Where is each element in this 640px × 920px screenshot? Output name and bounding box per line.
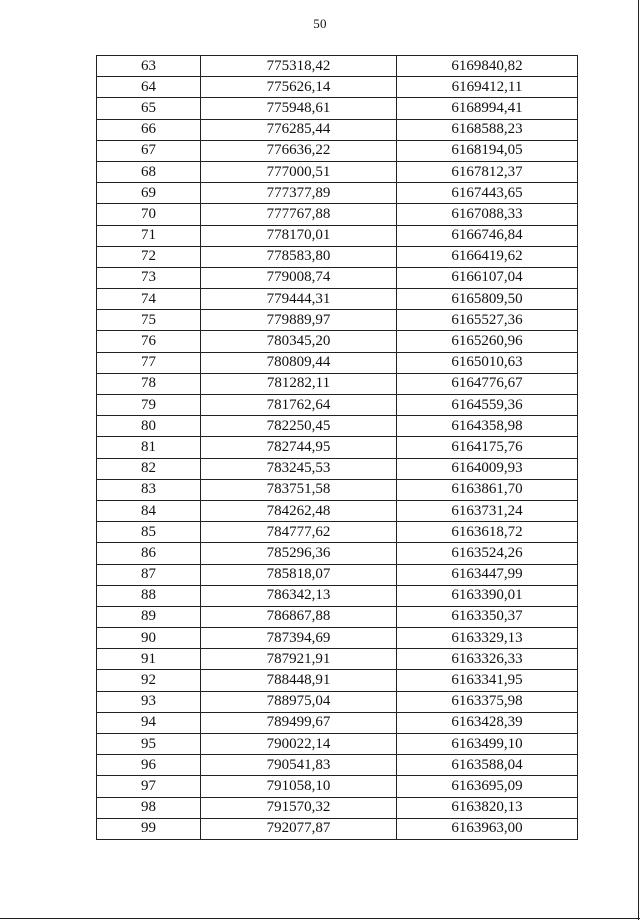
table-row (97, 458, 578, 479)
y-coordinate-cell: 6164776,67 (397, 373, 578, 394)
point-number-cell: 98 (97, 797, 201, 818)
y-coordinate-cell: 6167088,33 (397, 204, 578, 225)
x-coordinate-cell: 779008,74 (201, 267, 397, 288)
table-row (97, 119, 578, 140)
y-coordinate-cell: 6163350,37 (397, 606, 578, 627)
point-number-cell: 91 (97, 649, 201, 670)
table-row (97, 204, 578, 225)
x-coordinate-cell: 782744,95 (201, 437, 397, 458)
point-number-cell: 99 (97, 818, 201, 839)
table-row (97, 352, 578, 373)
point-number-cell: 81 (97, 437, 201, 458)
table-row (97, 755, 578, 776)
y-coordinate-cell: 6163731,24 (397, 500, 578, 521)
table-row (97, 56, 578, 77)
x-coordinate-cell: 778170,01 (201, 225, 397, 246)
x-coordinate-cell: 785296,36 (201, 543, 397, 564)
point-number-cell: 70 (97, 204, 201, 225)
point-number-cell: 67 (97, 140, 201, 161)
page-number: 50 (313, 16, 327, 31)
y-coordinate-cell: 6164559,36 (397, 395, 578, 416)
x-coordinate-cell: 777767,88 (201, 204, 397, 225)
point-number-cell: 75 (97, 310, 201, 331)
point-number-cell: 86 (97, 543, 201, 564)
x-coordinate-cell: 791058,10 (201, 776, 397, 797)
point-number-cell: 80 (97, 416, 201, 437)
table-row (97, 500, 578, 521)
point-number-cell: 92 (97, 670, 201, 691)
table-row (97, 585, 578, 606)
y-coordinate-cell: 6163524,26 (397, 543, 578, 564)
table-row (97, 543, 578, 564)
point-number-cell: 66 (97, 119, 201, 140)
point-number-cell: 89 (97, 606, 201, 627)
table-row (97, 246, 578, 267)
x-coordinate-cell: 786867,88 (201, 606, 397, 627)
table-row (97, 606, 578, 627)
y-coordinate-cell: 6164358,98 (397, 416, 578, 437)
point-number-cell: 83 (97, 479, 201, 500)
y-coordinate-cell: 6163618,72 (397, 522, 578, 543)
table-row (97, 161, 578, 182)
table-row (97, 818, 578, 839)
table-row (97, 77, 578, 98)
x-coordinate-cell: 777377,89 (201, 183, 397, 204)
point-number-cell: 76 (97, 331, 201, 352)
x-coordinate-cell: 787394,69 (201, 628, 397, 649)
x-coordinate-cell: 786342,13 (201, 585, 397, 606)
y-coordinate-cell: 6163861,70 (397, 479, 578, 500)
table-row (97, 267, 578, 288)
x-coordinate-cell: 777000,51 (201, 161, 397, 182)
y-coordinate-cell: 6163447,99 (397, 564, 578, 585)
x-coordinate-cell: 781762,64 (201, 395, 397, 416)
point-number-cell: 64 (97, 77, 201, 98)
x-coordinate-cell: 784262,48 (201, 500, 397, 521)
table-row (97, 670, 578, 691)
x-coordinate-cell: 791570,32 (201, 797, 397, 818)
y-coordinate-cell: 6163390,01 (397, 585, 578, 606)
x-coordinate-cell: 783245,53 (201, 458, 397, 479)
y-coordinate-cell: 6166107,04 (397, 267, 578, 288)
x-coordinate-cell: 788975,04 (201, 691, 397, 712)
table-row (97, 140, 578, 161)
y-coordinate-cell: 6168588,23 (397, 119, 578, 140)
y-coordinate-cell: 6163499,10 (397, 734, 578, 755)
y-coordinate-cell: 6167812,37 (397, 161, 578, 182)
point-number-cell: 94 (97, 712, 201, 733)
point-number-cell: 78 (97, 373, 201, 394)
point-number-cell: 77 (97, 352, 201, 373)
y-coordinate-cell: 6163428,39 (397, 712, 578, 733)
table-row (97, 437, 578, 458)
x-coordinate-cell: 784777,62 (201, 522, 397, 543)
y-coordinate-cell: 6169412,11 (397, 77, 578, 98)
y-coordinate-cell: 6163341,95 (397, 670, 578, 691)
y-coordinate-cell: 6165010,63 (397, 352, 578, 373)
table-row (97, 183, 578, 204)
point-number-cell: 85 (97, 522, 201, 543)
y-coordinate-cell: 6166746,84 (397, 225, 578, 246)
y-coordinate-cell: 6163326,33 (397, 649, 578, 670)
table-row (97, 564, 578, 585)
x-coordinate-cell: 790022,14 (201, 734, 397, 755)
x-coordinate-cell: 789499,67 (201, 712, 397, 733)
y-coordinate-cell: 6163820,13 (397, 797, 578, 818)
point-number-cell: 97 (97, 776, 201, 797)
x-coordinate-cell: 775626,14 (201, 77, 397, 98)
point-number-cell: 73 (97, 267, 201, 288)
y-coordinate-cell: 6165809,50 (397, 289, 578, 310)
x-coordinate-cell: 787921,91 (201, 649, 397, 670)
scan-edge-bottom (0, 918, 640, 919)
point-number-cell: 63 (97, 56, 201, 77)
y-coordinate-cell: 6168194,05 (397, 140, 578, 161)
x-coordinate-cell: 779444,31 (201, 289, 397, 310)
x-coordinate-cell: 776285,44 (201, 119, 397, 140)
y-coordinate-cell: 6163588,04 (397, 755, 578, 776)
y-coordinate-cell: 6164009,93 (397, 458, 578, 479)
table-row (97, 649, 578, 670)
point-number-cell: 88 (97, 585, 201, 606)
table-row (97, 225, 578, 246)
x-coordinate-cell: 792077,87 (201, 818, 397, 839)
point-number-cell: 68 (97, 161, 201, 182)
table-row (97, 98, 578, 119)
point-number-cell: 95 (97, 734, 201, 755)
coordinates-table (96, 55, 578, 840)
x-coordinate-cell: 782250,45 (201, 416, 397, 437)
table-row (97, 522, 578, 543)
point-number-cell: 79 (97, 395, 201, 416)
table-row (97, 289, 578, 310)
x-coordinate-cell: 783751,58 (201, 479, 397, 500)
table-row (97, 310, 578, 331)
y-coordinate-cell: 6163329,13 (397, 628, 578, 649)
table-row (97, 691, 578, 712)
point-number-cell: 84 (97, 500, 201, 521)
x-coordinate-cell: 781282,11 (201, 373, 397, 394)
table-row (97, 416, 578, 437)
point-number-cell: 96 (97, 755, 201, 776)
y-coordinate-cell: 6167443,65 (397, 183, 578, 204)
y-coordinate-cell: 6166419,62 (397, 246, 578, 267)
point-number-cell: 72 (97, 246, 201, 267)
table-row (97, 373, 578, 394)
table-row (97, 734, 578, 755)
y-coordinate-cell: 6164175,76 (397, 437, 578, 458)
x-coordinate-cell: 779889,97 (201, 310, 397, 331)
y-coordinate-cell: 6163695,09 (397, 776, 578, 797)
y-coordinate-cell: 6163375,98 (397, 691, 578, 712)
table-row (97, 628, 578, 649)
point-number-cell: 74 (97, 289, 201, 310)
y-coordinate-cell: 6165260,96 (397, 331, 578, 352)
x-coordinate-cell: 780345,20 (201, 331, 397, 352)
scan-edge-right (638, 0, 639, 920)
y-coordinate-cell: 6165527,36 (397, 310, 578, 331)
x-coordinate-cell: 775948,61 (201, 98, 397, 119)
y-coordinate-cell: 6168994,41 (397, 98, 578, 119)
x-coordinate-cell: 776636,22 (201, 140, 397, 161)
coordinates-table-body (97, 56, 578, 840)
point-number-cell: 90 (97, 628, 201, 649)
table-row (97, 797, 578, 818)
table-row (97, 479, 578, 500)
point-number-cell: 87 (97, 564, 201, 585)
table-row (97, 776, 578, 797)
table-row (97, 331, 578, 352)
x-coordinate-cell: 780809,44 (201, 352, 397, 373)
table-row (97, 395, 578, 416)
x-coordinate-cell: 785818,07 (201, 564, 397, 585)
x-coordinate-cell: 775318,42 (201, 56, 397, 77)
point-number-cell: 65 (97, 98, 201, 119)
x-coordinate-cell: 788448,91 (201, 670, 397, 691)
y-coordinate-cell: 6169840,82 (397, 56, 578, 77)
x-coordinate-cell: 778583,80 (201, 246, 397, 267)
point-number-cell: 82 (97, 458, 201, 479)
table-row (97, 712, 578, 733)
x-coordinate-cell: 790541,83 (201, 755, 397, 776)
point-number-cell: 93 (97, 691, 201, 712)
point-number-cell: 71 (97, 225, 201, 246)
point-number-cell: 69 (97, 183, 201, 204)
y-coordinate-cell: 6163963,00 (397, 818, 578, 839)
